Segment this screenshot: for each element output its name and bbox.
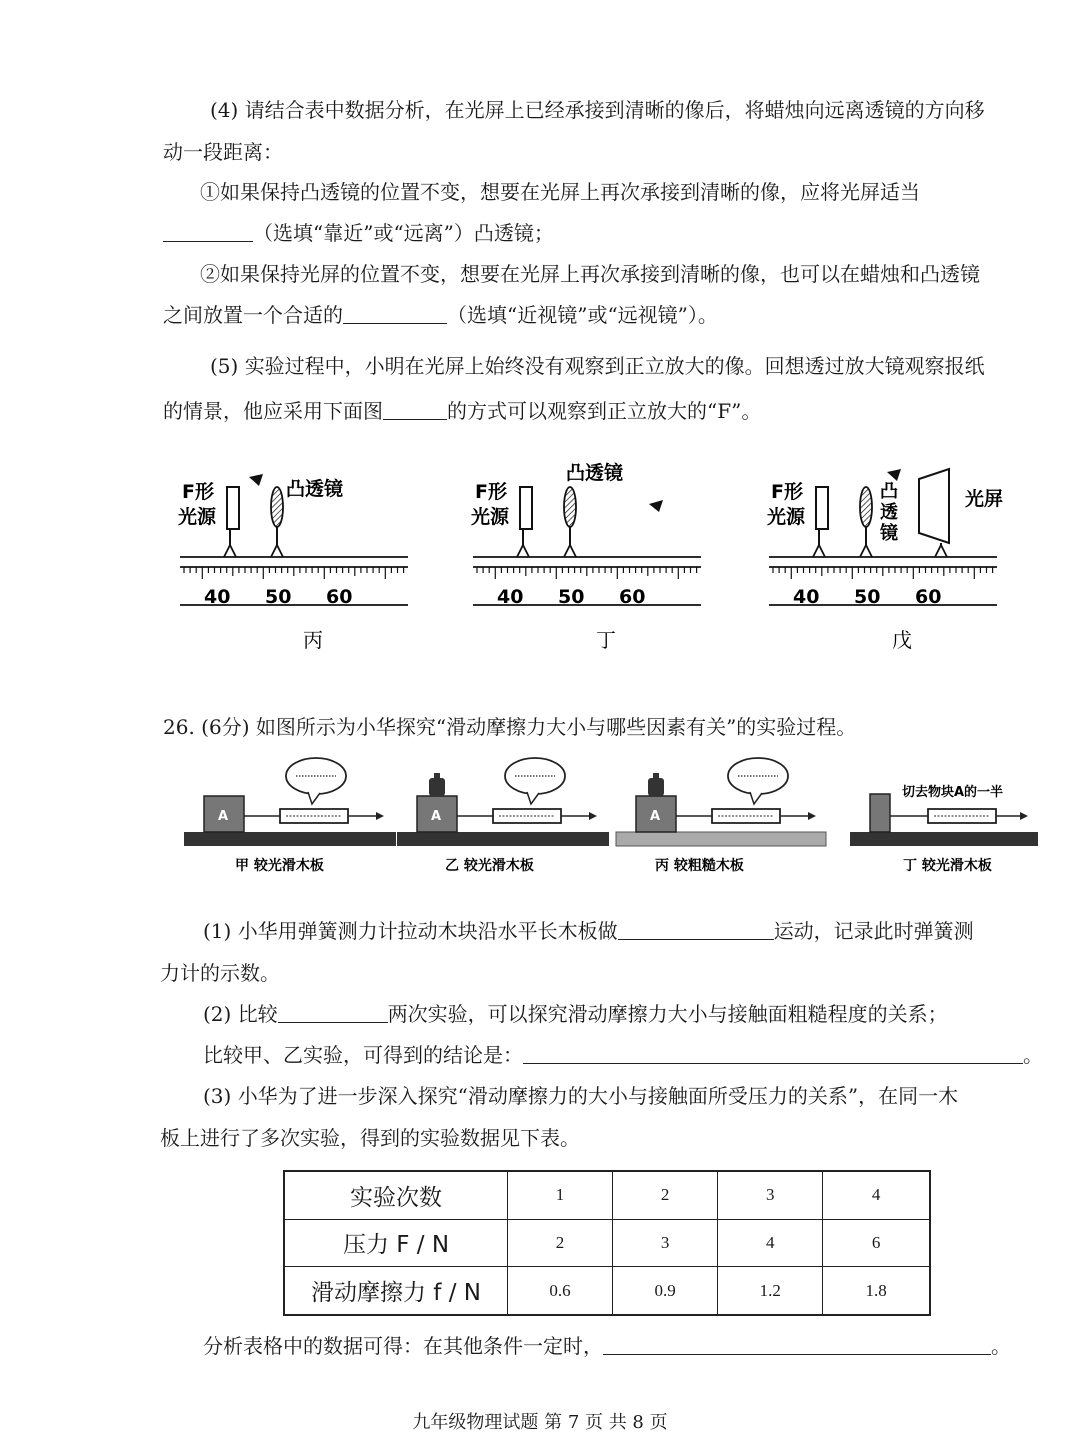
bing-lens (271, 487, 283, 527)
answer-blank-3[interactable] (383, 397, 447, 420)
yi-board (397, 832, 609, 846)
q26-3-line1: (3) 小华为了进一步深入探究“滑动摩擦力的大小与接触面所受压力的关系”，在同一木 (203, 1084, 959, 1108)
q25-4-line2: 动一段距离： (163, 140, 283, 164)
caption-jia: 甲 较光滑木板 (235, 858, 324, 874)
caption-yi: 乙 较光滑木板 (445, 858, 534, 874)
bing-eye-icon (249, 474, 263, 486)
q26-2-a: (2) 比较 (203, 1002, 278, 1026)
q25-4-sub2-line2 (163, 300, 718, 330)
jia-board (184, 832, 396, 846)
table-row (284, 1171, 930, 1219)
table-cell: 1 (508, 1171, 613, 1219)
table-cell: 2 (508, 1219, 613, 1267)
bing-tick-60: 60 (326, 586, 353, 608)
yi-block-label: A (431, 809, 442, 824)
ding-half-block-a (870, 794, 890, 832)
table-header-pressure: 压力 F / N (284, 1219, 508, 1267)
figure-ding-friction (850, 784, 1038, 874)
yi-weight (429, 778, 445, 796)
figure-ding (471, 461, 701, 652)
q26-2-line1 (203, 999, 948, 1029)
q26-3-conclusion (203, 1331, 1011, 1361)
bing-weight (648, 778, 664, 796)
q25-4-sub1-line2-text: （选填“靠近”或“远离”）凸透镜； (253, 221, 554, 245)
bing-block-label: A (650, 809, 661, 824)
lens-figures (160, 455, 1040, 660)
table-header-trial: 实验次数 (284, 1171, 508, 1219)
q26-3-conclusion-text: 分析表格中的数据可得：在其他条件一定时， (203, 1334, 603, 1358)
ding-board (850, 832, 1038, 846)
ding-tick-50: 50 (558, 586, 585, 608)
jia-scale-reading-bubble (286, 758, 346, 794)
q26-1-line2: 力计的示数。 (160, 961, 280, 985)
q25-4-sub2-line1: ②如果保持光屏的位置不变，想要在光屏上再次承接到清晰的像，也可以在蜡烛和凸透镜 (200, 262, 980, 286)
table-cell: 3 (613, 1219, 718, 1267)
q26-title: 26. (6分) 如图所示为小华探究“滑动摩擦力大小与哪些因素有关”的实验过程。 (163, 715, 857, 739)
q26-1-a: (1) 小华用弹簧测力计拉动木块沿水平长木板做 (203, 919, 618, 943)
figure-wu (767, 469, 1003, 652)
table-cell: 2 (613, 1171, 718, 1219)
caption-bing-friction: 丙 较粗糙木板 (655, 858, 744, 874)
wu-light-source (816, 487, 828, 529)
q25-4-sub1-line2 (163, 218, 554, 248)
yi-scale-reading-bubble (505, 758, 565, 794)
bing-tick-50: 50 (265, 586, 292, 608)
q26-1-line1 (203, 916, 974, 946)
bing-source-label-1: F形 (182, 481, 214, 503)
table-cell: 4 (823, 1171, 930, 1219)
bing-light-source (227, 487, 239, 529)
wu-lens-label-1: 凸 (880, 481, 898, 502)
bing-source-label-2: 光源 (178, 506, 217, 528)
ding-tick-60: 60 (619, 586, 646, 608)
wu-lens-label-3: 镜 (880, 523, 898, 544)
answer-blank-5[interactable] (278, 1000, 388, 1023)
caption-ding: 丁 (596, 628, 616, 652)
ding-tick-40: 40 (497, 586, 524, 608)
q26-3-conclusion-end: 。 (991, 1334, 1011, 1358)
q25-5-line2-b: 的方式可以观察到正立放大的“F”。 (447, 399, 762, 423)
bing-rough-board (616, 832, 826, 846)
wu-ruler-ticks (773, 567, 993, 579)
table-header-friction: 滑动摩擦力 f / N (284, 1267, 508, 1315)
q25-4-sub1-line1: ①如果保持凸透镜的位置不变，想要在光屏上再次承接到清晰的像，应将光屏适当 (200, 180, 920, 204)
ding-lens (564, 487, 576, 527)
ding-source-label-1: F形 (475, 481, 507, 503)
answer-blank-4[interactable] (618, 917, 774, 940)
ding-source-label-2: 光源 (471, 506, 510, 528)
q25-4-sub2-line2-a: 之间放置一个合适的 (163, 303, 343, 327)
q26-1-b: 运动，记录此时弹簧测 (773, 919, 974, 943)
q26-2-line2 (203, 1040, 1043, 1070)
q26-2-b: 两次实验，可以探究滑动摩擦力大小与接触面粗糙程度的关系； (387, 1002, 948, 1026)
table-cell: 0.9 (613, 1267, 718, 1315)
ding-eye-icon (649, 500, 663, 512)
table-cell: 1.8 (823, 1267, 930, 1315)
q25-4-sub2-line2-b: （选填“近视镜”或“远视镜”）。 (447, 303, 718, 327)
friction-data-table (283, 1170, 931, 1316)
q25-4-line1: (4) 请结合表中数据分析，在光屏上已经承接到清晰的像后，将蜡烛向远离透镜的方向移 (210, 98, 985, 122)
bing-scale-reading-bubble (728, 758, 788, 794)
wu-lens-label-2: 透 (880, 502, 898, 523)
q25-5-line1: (5) 实验过程中，小明在光屏上始终没有观察到正立放大的像。回想透过放大镜观察报纸 (210, 354, 985, 378)
friction-figures (180, 752, 1050, 882)
figure-bing (178, 474, 408, 652)
wu-tick-60: 60 (915, 586, 942, 608)
ding-cut-note: 切去物块A的一半 (902, 785, 1004, 800)
bing-lens-label: 凸透镜 (286, 478, 344, 500)
q25-5-line2-a: 的情景，他应采用下面图 (163, 399, 383, 423)
wu-eye-icon (887, 469, 901, 481)
q26-3-line2: 板上进行了多次实验，得到的实验数据见下表。 (160, 1126, 580, 1150)
answer-blank-6[interactable] (523, 1041, 1023, 1064)
q26-2-c: 比较甲、乙实验，可得到的结论是： (203, 1043, 523, 1067)
wu-tick-50: 50 (854, 586, 881, 608)
wu-screen-label: 光屏 (965, 488, 1004, 510)
table-cell: 3 (718, 1171, 823, 1219)
wu-lens (860, 487, 872, 527)
answer-blank-2[interactable] (343, 301, 447, 324)
wu-source-label-2: 光源 (767, 506, 806, 528)
bing-ruler-ticks (184, 567, 404, 579)
bing-tick-40: 40 (204, 586, 231, 608)
table-cell: 1.2 (718, 1267, 823, 1315)
q26-2-end: 。 (1023, 1043, 1043, 1067)
ding-lens-label: 凸透镜 (566, 462, 624, 484)
q25-5-line2 (163, 396, 761, 426)
caption-bing: 丙 (303, 628, 323, 652)
wu-source-label-1: F形 (771, 481, 803, 503)
figure-jia (184, 758, 396, 874)
wu-light-screen (919, 469, 949, 543)
table-cell: 4 (718, 1219, 823, 1267)
table-row (284, 1267, 930, 1315)
page-footer: 九年级物理试题 第 7 页 共 8 页 (412, 1412, 668, 1433)
table-cell: 6 (823, 1219, 930, 1267)
table-cell: 0.6 (508, 1267, 613, 1315)
figure-yi (397, 758, 609, 874)
jia-block-label: A (218, 809, 229, 824)
wu-tick-40: 40 (793, 586, 820, 608)
table-row (284, 1219, 930, 1267)
answer-blank-1[interactable] (163, 219, 253, 242)
figure-bing-friction (616, 758, 826, 874)
caption-wu: 戊 (892, 628, 912, 652)
ding-light-source (520, 487, 532, 529)
answer-blank-7[interactable] (603, 1332, 991, 1355)
caption-ding-friction: 丁 较光滑木板 (903, 858, 992, 874)
ding-ruler-ticks (477, 567, 697, 579)
